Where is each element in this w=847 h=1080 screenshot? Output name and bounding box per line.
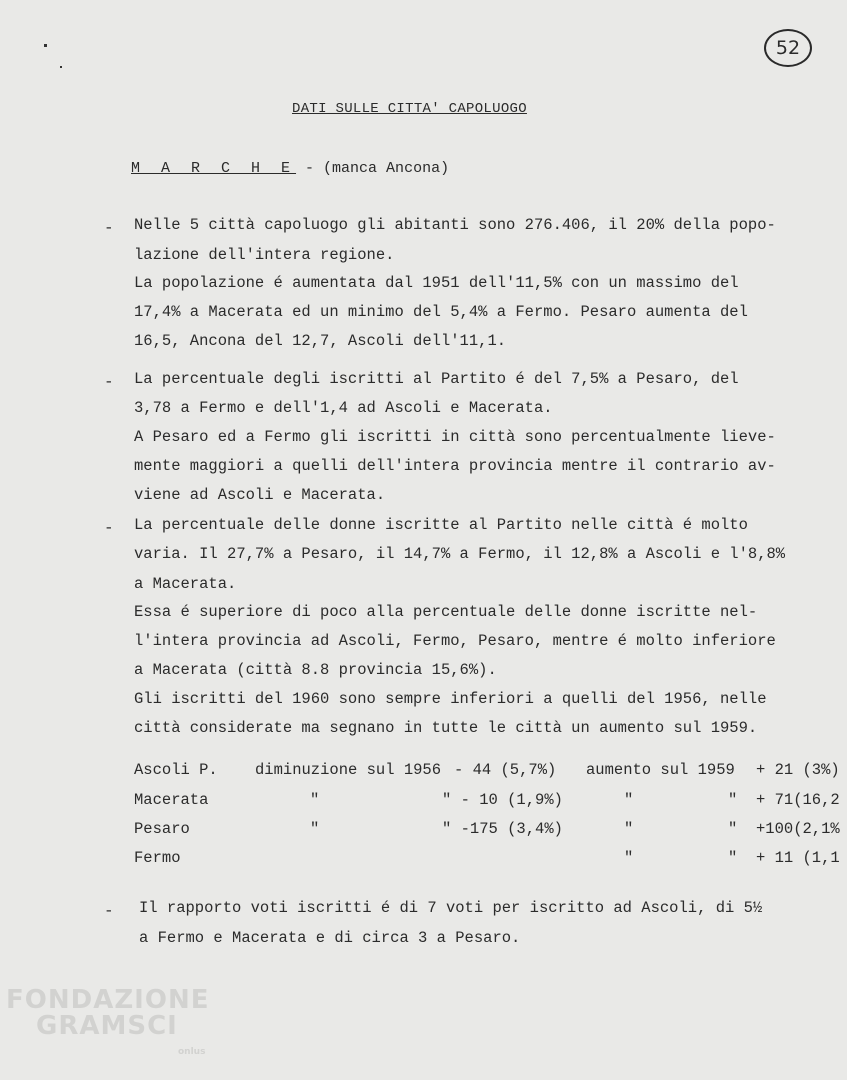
text-line: Gli iscritti del 1960 sono sempre inferiori a quelli del 1956, nelle	[134, 690, 767, 708]
text-line: La popolazione é aumentata dal 1951 dell'11,5% con un massimo del	[134, 274, 739, 292]
text-line: a Macerata.	[134, 575, 237, 593]
text-line: l'intera provincia ad Ascoli, Fermo, Pesaro, mentre é molto inferiore	[134, 632, 776, 650]
watermark-line: onlus	[178, 1047, 206, 1057]
table-cell: diminuzione sul 1956	[255, 761, 442, 779]
table-cell: "	[728, 791, 738, 809]
text-line: A Pesaro ed a Fermo gli iscritti in città sono percentualmente lieve-	[134, 428, 776, 446]
table-cell: - 44 (5,7%)	[454, 761, 557, 779]
bullet-dash: -	[104, 519, 114, 537]
table-cell: "	[728, 820, 738, 838]
table-cell: "	[310, 820, 320, 838]
text-line: varia. Il 27,7% a Pesaro, il 14,7% a Fermo, il 12,8% a Ascoli e l'8,8%	[134, 545, 786, 563]
table-cell: + 71(16,2	[756, 791, 840, 809]
region-heading	[131, 160, 449, 177]
text-line: 16,5, Ancona del 12,7, Ascoli dell'11,1.	[134, 332, 507, 350]
table-cell: " -175 (3,4%)	[442, 820, 563, 838]
text-line: mente maggiori a quelli dell'intera provincia mentre il contrario av-	[134, 457, 776, 475]
text-line: 3,78 a Fermo e dell'1,4 ad Ascoli e Macerata.	[134, 399, 553, 417]
text-line: a Fermo e Macerata e di circa 3 a Pesaro.	[139, 929, 521, 947]
region-note: - (manca Ancona)	[305, 160, 450, 177]
text-line: viene ad Ascoli e Macerata.	[134, 486, 386, 504]
bullet-dash: -	[104, 219, 114, 237]
watermark-logo	[6, 985, 210, 1057]
table-cell-city: Fermo	[134, 849, 181, 867]
bullet-dash: -	[104, 373, 114, 391]
document-title: DATI SULLE CITTA' CAPOLUOGO	[292, 101, 527, 117]
text-line: La percentuale delle donne iscritte al Partito nelle città é molto	[134, 516, 748, 534]
table-cell: "	[310, 791, 320, 809]
table-cell-city: Ascoli P.	[134, 761, 218, 779]
page-number-stamp: 52	[764, 29, 812, 67]
bullet-dash: -	[104, 902, 114, 920]
watermark-line: FONDAZIONE	[6, 985, 210, 1015]
text-line: 17,4% a Macerata ed un minimo del 5,4% a Fermo. Pesaro aumenta del	[134, 303, 748, 321]
text-line: Nelle 5 città capoluogo gli abitanti sono 276.406, il 20% della popo-	[134, 216, 776, 234]
table-cell: " - 10 (1,9%)	[442, 791, 563, 809]
margin-mark	[44, 44, 47, 47]
table-cell: "	[624, 849, 634, 867]
table-cell: "	[728, 849, 738, 867]
table-cell: "	[624, 791, 634, 809]
table-cell: + 11 (1,1	[756, 849, 840, 867]
table-cell: + 21 (3%)	[756, 761, 840, 779]
text-line: Essa é superiore di poco alla percentuale delle donne iscritte nel-	[134, 603, 758, 621]
table-cell-city: Macerata	[134, 791, 209, 809]
text-line: Il rapporto voti iscritti é di 7 voti per iscritto ad Ascoli, di 5½	[139, 899, 763, 917]
text-line: città considerate ma segnano in tutte le città un aumento sul 1959.	[134, 719, 758, 737]
watermark-line: GRAMSCI	[36, 1011, 178, 1041]
table-cell-city: Pesaro	[134, 820, 190, 838]
table-cell: +100(2,1%	[756, 820, 840, 838]
text-line: lazione dell'intera regione.	[134, 246, 395, 264]
text-line: La percentuale degli iscritti al Partito é del 7,5% a Pesaro, del	[134, 370, 739, 388]
text-line: a Macerata (città 8.8 provincia 15,6%).	[134, 661, 497, 679]
table-cell: "	[624, 820, 634, 838]
region-name: M A R C H E	[131, 160, 297, 177]
margin-mark	[60, 66, 62, 68]
table-cell: aumento sul 1959	[586, 761, 735, 779]
